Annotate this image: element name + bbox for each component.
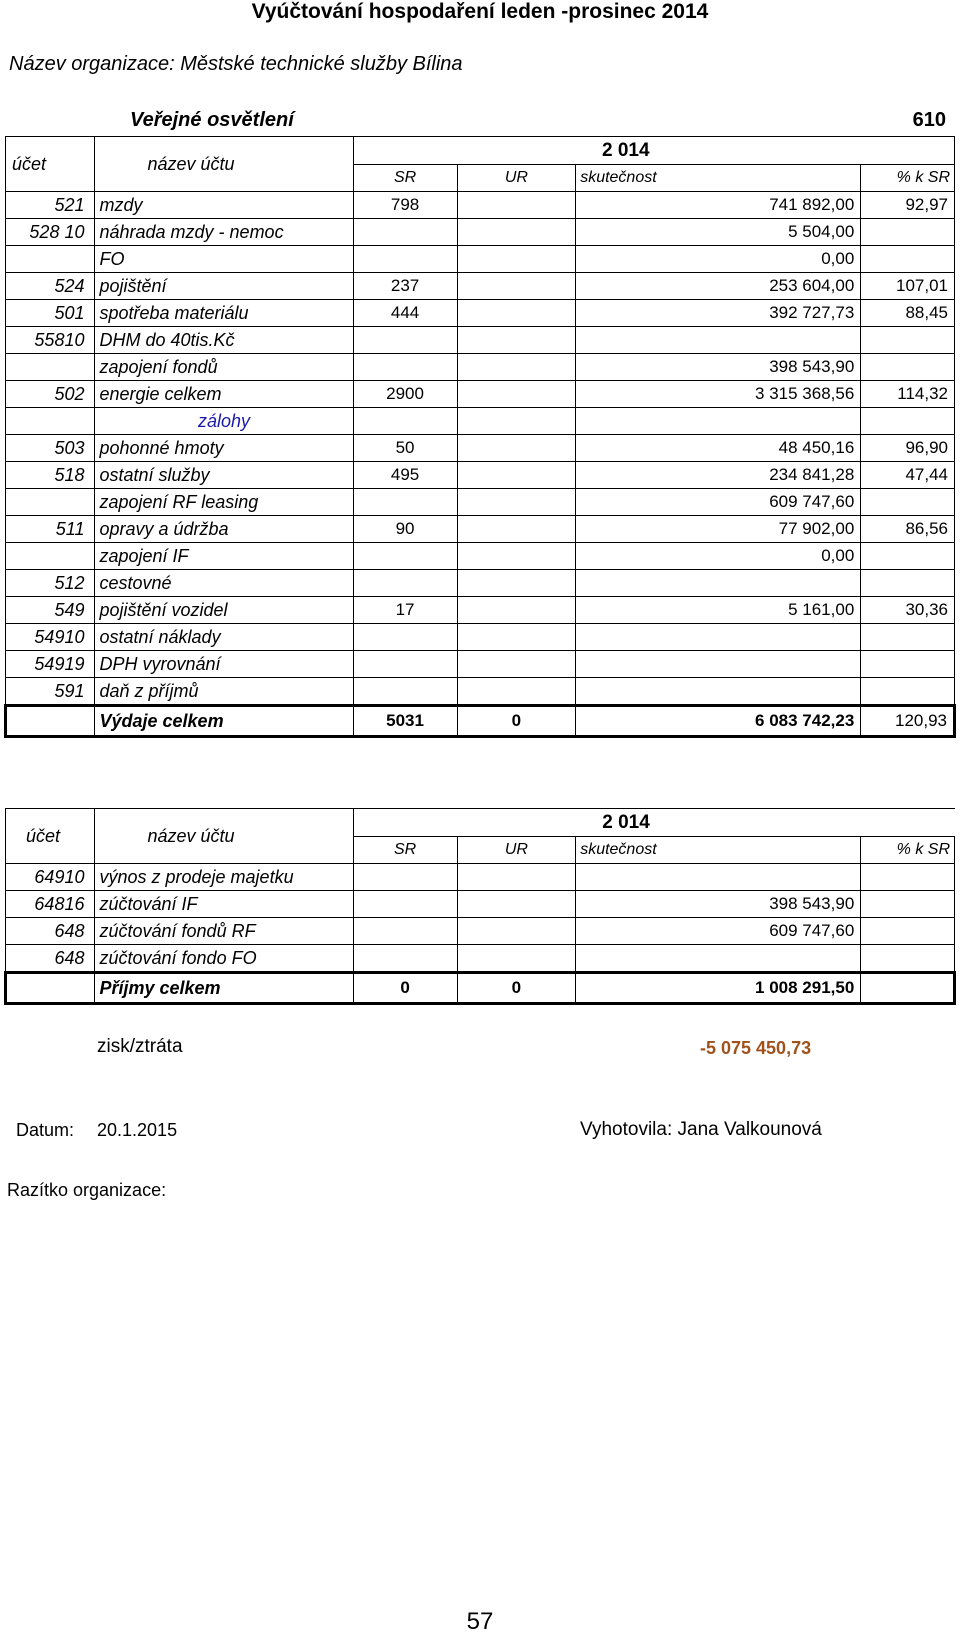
col-header-ur: UR bbox=[457, 165, 576, 192]
account-cell: 521 bbox=[6, 192, 95, 219]
total-actual: 6 083 742,23 bbox=[576, 706, 861, 737]
name-cell: spotřeba materiálu bbox=[95, 300, 353, 327]
name-cell: náhrada mzdy - nemoc bbox=[95, 219, 353, 246]
ur-cell bbox=[457, 918, 576, 945]
name-cell: daň z příjmů bbox=[95, 678, 353, 706]
table-row bbox=[6, 624, 955, 651]
total-label: Příjmy celkem bbox=[95, 973, 353, 1004]
actual-cell: 398 543,90 bbox=[576, 354, 861, 381]
table-row bbox=[6, 651, 955, 678]
actual-cell: 0,00 bbox=[576, 246, 861, 273]
table-row bbox=[6, 327, 955, 354]
account-cell: 512 bbox=[6, 570, 95, 597]
total-row bbox=[6, 973, 955, 1004]
table-row bbox=[6, 945, 955, 973]
col-header-sr: SR bbox=[353, 165, 457, 192]
ur-cell bbox=[457, 543, 576, 570]
prepared-by: Vyhotovila: Jana Valkounová bbox=[580, 1119, 822, 1140]
table-row bbox=[6, 246, 955, 273]
ur-cell bbox=[457, 408, 576, 435]
sr-cell bbox=[353, 570, 457, 597]
actual-cell bbox=[576, 408, 861, 435]
account-cell: 55810 bbox=[6, 327, 95, 354]
table-row bbox=[6, 864, 955, 891]
name-cell: zapojení IF bbox=[95, 543, 353, 570]
sr-cell: 17 bbox=[353, 597, 457, 624]
sr-cell: 237 bbox=[353, 273, 457, 300]
document-title: Vyúčtování hospodaření leden -prosinec 2014 bbox=[251, 0, 709, 23]
income-col-header-year: 2 014 bbox=[353, 809, 954, 837]
actual-cell: 234 841,28 bbox=[576, 462, 861, 489]
table-row bbox=[6, 462, 955, 489]
sr-cell bbox=[353, 543, 457, 570]
actual-cell: 3 315 368,56 bbox=[576, 381, 861, 408]
name-cell: pojištění bbox=[95, 273, 353, 300]
sr-cell bbox=[353, 408, 457, 435]
pct-cell bbox=[861, 489, 955, 516]
name-cell: pojištění vozidel bbox=[95, 597, 353, 624]
sr-cell bbox=[353, 624, 457, 651]
pct-cell bbox=[861, 678, 955, 706]
pct-cell bbox=[861, 918, 955, 945]
actual-cell bbox=[576, 651, 861, 678]
col-header-actual: skutečnost bbox=[576, 165, 861, 192]
actual-cell bbox=[576, 945, 861, 973]
ur-cell bbox=[457, 891, 576, 918]
sr-cell: 50 bbox=[353, 435, 457, 462]
sr-cell: 90 bbox=[353, 516, 457, 543]
sr-cell bbox=[353, 945, 457, 973]
ur-cell bbox=[457, 354, 576, 381]
actual-cell bbox=[576, 678, 861, 706]
table-row bbox=[6, 489, 955, 516]
ur-cell bbox=[457, 462, 576, 489]
table-row bbox=[6, 543, 955, 570]
account-cell: 54919 bbox=[6, 651, 95, 678]
expenses-table bbox=[4, 136, 956, 738]
account-cell bbox=[6, 354, 95, 381]
total-sr: 5031 bbox=[353, 706, 457, 737]
ur-cell bbox=[457, 678, 576, 706]
pct-cell bbox=[861, 408, 955, 435]
name-cell: energie celkem bbox=[95, 381, 353, 408]
sr-cell bbox=[353, 918, 457, 945]
table-row bbox=[6, 435, 955, 462]
ur-cell bbox=[457, 300, 576, 327]
section-name: Veřejné osvětlení bbox=[130, 109, 294, 131]
table-row bbox=[6, 891, 955, 918]
sr-cell bbox=[353, 891, 457, 918]
account-cell bbox=[6, 489, 95, 516]
sr-cell bbox=[353, 354, 457, 381]
income-col-header-account: účet bbox=[6, 809, 95, 864]
pct-cell: 107,01 bbox=[861, 273, 955, 300]
account-cell: 524 bbox=[6, 273, 95, 300]
actual-cell bbox=[576, 864, 861, 891]
account-cell: 591 bbox=[6, 678, 95, 706]
account-cell bbox=[6, 408, 95, 435]
section-code: 610 bbox=[912, 109, 946, 131]
name-cell: zúčtování fondo FO bbox=[95, 945, 353, 973]
pct-cell: 30,36 bbox=[861, 597, 955, 624]
pct-cell: 114,32 bbox=[861, 381, 955, 408]
pct-cell bbox=[861, 327, 955, 354]
total-ur: 0 bbox=[457, 706, 576, 737]
account-cell: 501 bbox=[6, 300, 95, 327]
col-header-pct: % k SR bbox=[861, 165, 955, 192]
ur-cell bbox=[457, 219, 576, 246]
sr-cell: 2900 bbox=[353, 381, 457, 408]
pct-cell bbox=[861, 570, 955, 597]
sr-cell: 495 bbox=[353, 462, 457, 489]
name-cell: pohonné hmoty bbox=[95, 435, 353, 462]
sr-cell bbox=[353, 246, 457, 273]
name-cell: zapojení RF leasing bbox=[95, 489, 353, 516]
name-cell: zapojení fondů bbox=[95, 354, 353, 381]
pct-cell: 88,45 bbox=[861, 300, 955, 327]
ur-cell bbox=[457, 651, 576, 678]
ur-cell bbox=[457, 570, 576, 597]
account-cell: 648 bbox=[6, 945, 95, 973]
sr-cell bbox=[353, 864, 457, 891]
actual-cell bbox=[576, 624, 861, 651]
profit-loss-label: zisk/ztráta bbox=[97, 1036, 183, 1057]
actual-cell bbox=[576, 570, 861, 597]
actual-cell: 0,00 bbox=[576, 543, 861, 570]
actual-cell: 392 727,73 bbox=[576, 300, 861, 327]
ur-cell bbox=[457, 516, 576, 543]
income-rows bbox=[6, 864, 955, 1004]
pct-cell bbox=[861, 945, 955, 973]
actual-cell: 5 161,00 bbox=[576, 597, 861, 624]
actual-cell bbox=[576, 327, 861, 354]
name-cell: mzdy bbox=[95, 192, 353, 219]
ur-cell bbox=[457, 192, 576, 219]
expenses-rows bbox=[6, 192, 955, 737]
page-number: 57 bbox=[466, 1608, 494, 1635]
pct-cell bbox=[861, 891, 955, 918]
ur-cell bbox=[457, 327, 576, 354]
stamp-label: Razítko organizace: bbox=[7, 1180, 167, 1200]
actual-cell: 5 504,00 bbox=[576, 219, 861, 246]
pct-cell bbox=[861, 219, 955, 246]
account-cell: 549 bbox=[6, 597, 95, 624]
name-cell: DPH vyrovnání bbox=[95, 651, 353, 678]
name-cell: zúčtování fondů RF bbox=[95, 918, 353, 945]
table-row bbox=[6, 381, 955, 408]
ur-cell bbox=[457, 246, 576, 273]
ur-cell bbox=[457, 864, 576, 891]
total-account-cell bbox=[6, 973, 95, 1004]
income-col-header-ur: UR bbox=[457, 837, 576, 864]
ur-cell bbox=[457, 624, 576, 651]
account-cell: 64910 bbox=[6, 864, 95, 891]
name-cell: zúčtování IF bbox=[95, 891, 353, 918]
table-row bbox=[6, 300, 955, 327]
total-sr: 0 bbox=[353, 973, 457, 1004]
table-row bbox=[6, 408, 955, 435]
name-cell: ostatní služby bbox=[95, 462, 353, 489]
ur-cell bbox=[457, 945, 576, 973]
ur-cell bbox=[457, 489, 576, 516]
pct-cell bbox=[861, 624, 955, 651]
date-label: Datum: bbox=[16, 1120, 75, 1140]
total-account-cell bbox=[6, 706, 95, 737]
table-row bbox=[6, 354, 955, 381]
table-row bbox=[6, 273, 955, 300]
sr-cell: 444 bbox=[353, 300, 457, 327]
sr-cell bbox=[353, 489, 457, 516]
account-cell bbox=[6, 543, 95, 570]
pct-cell: 92,97 bbox=[861, 192, 955, 219]
sr-cell bbox=[353, 219, 457, 246]
actual-cell: 48 450,16 bbox=[576, 435, 861, 462]
pct-cell: 86,56 bbox=[861, 516, 955, 543]
total-pct bbox=[861, 973, 955, 1004]
ur-cell bbox=[457, 273, 576, 300]
income-col-header-actual: skutečnost bbox=[576, 837, 861, 864]
income-col-header-sr: SR bbox=[353, 837, 457, 864]
account-cell: 511 bbox=[6, 516, 95, 543]
table-row bbox=[6, 516, 955, 543]
table-row bbox=[6, 678, 955, 706]
account-cell: 503 bbox=[6, 435, 95, 462]
actual-cell: 77 902,00 bbox=[576, 516, 861, 543]
pct-cell: 96,90 bbox=[861, 435, 955, 462]
table-row bbox=[6, 597, 955, 624]
pct-cell bbox=[861, 246, 955, 273]
income-table bbox=[4, 808, 956, 1005]
name-cell: cestovné bbox=[95, 570, 353, 597]
ur-cell bbox=[457, 597, 576, 624]
name-cell: opravy a údržba bbox=[95, 516, 353, 543]
name-cell: zálohy bbox=[95, 408, 353, 435]
pct-cell bbox=[861, 543, 955, 570]
actual-cell: 609 747,60 bbox=[576, 489, 861, 516]
account-cell: 528 10 bbox=[6, 219, 95, 246]
profit-loss-value: -5 075 450,73 bbox=[700, 1038, 812, 1058]
total-ur: 0 bbox=[457, 973, 576, 1004]
actual-cell: 398 543,90 bbox=[576, 891, 861, 918]
name-cell: ostatní náklady bbox=[95, 624, 353, 651]
account-cell: 518 bbox=[6, 462, 95, 489]
income-col-header-pct: % k SR bbox=[861, 837, 955, 864]
pct-cell bbox=[861, 651, 955, 678]
pct-cell: 47,44 bbox=[861, 462, 955, 489]
sr-cell bbox=[353, 327, 457, 354]
col-header-account: účet bbox=[6, 137, 95, 192]
ur-cell bbox=[457, 435, 576, 462]
ur-cell bbox=[457, 381, 576, 408]
sr-cell bbox=[353, 651, 457, 678]
col-header-year: 2 014 bbox=[353, 137, 954, 165]
actual-cell: 609 747,60 bbox=[576, 918, 861, 945]
pct-cell bbox=[861, 864, 955, 891]
sr-cell: 798 bbox=[353, 192, 457, 219]
income-col-header-name: název účtu bbox=[95, 809, 353, 864]
total-pct: 120,93 bbox=[861, 706, 955, 737]
account-cell bbox=[6, 246, 95, 273]
table-row bbox=[6, 192, 955, 219]
sr-cell bbox=[353, 678, 457, 706]
table-row bbox=[6, 570, 955, 597]
actual-cell: 253 604,00 bbox=[576, 273, 861, 300]
total-actual: 1 008 291,50 bbox=[576, 973, 861, 1004]
total-label: Výdaje celkem bbox=[95, 706, 353, 737]
account-cell: 502 bbox=[6, 381, 95, 408]
account-cell: 648 bbox=[6, 918, 95, 945]
account-cell: 64816 bbox=[6, 891, 95, 918]
account-cell: 54910 bbox=[6, 624, 95, 651]
col-header-name: název účtu bbox=[95, 137, 353, 192]
actual-cell: 741 892,00 bbox=[576, 192, 861, 219]
name-cell: FO bbox=[95, 246, 353, 273]
name-cell: výnos z prodeje majetku bbox=[95, 864, 353, 891]
table-row bbox=[6, 918, 955, 945]
date-value: 20.1.2015 bbox=[97, 1120, 178, 1140]
name-cell: DHM do 40tis.Kč bbox=[95, 327, 353, 354]
pct-cell bbox=[861, 354, 955, 381]
total-row bbox=[6, 706, 955, 737]
organization-name: Název organizace: Městské technické služby Bílina bbox=[9, 53, 463, 75]
table-row bbox=[6, 219, 955, 246]
